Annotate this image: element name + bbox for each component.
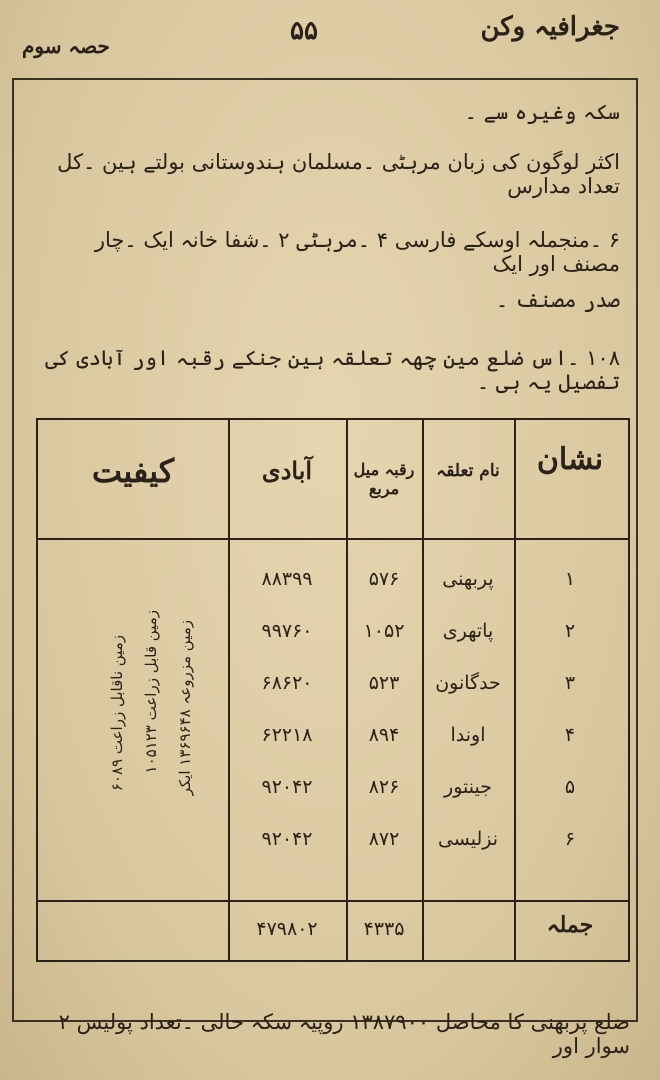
row-taluka: پربھنی xyxy=(442,568,494,590)
total-population: ۴۷۹۸۰۲ xyxy=(256,918,318,940)
row-area: ۱۰۵۲ xyxy=(363,620,405,642)
footer-line: ضلع پربھنی کا محاصل ۱۳۸۷۹۰۰ روپیہ سکہ حالی ۔تعداد پولیس ۲ سوار اور xyxy=(58,1010,630,1058)
row-mark: ۲ xyxy=(564,620,576,642)
page-number: ۵۵ xyxy=(290,16,318,46)
row-area: ۸۷۲ xyxy=(368,828,400,850)
row-population: ۸۸۳۹۹ xyxy=(261,568,313,590)
row-population: ۶۲۲۱۸ xyxy=(261,724,313,746)
row-taluka: پاتھری xyxy=(442,620,494,642)
row-population: ۹۲۰۴۲ xyxy=(261,828,313,850)
row-mark: ۵ xyxy=(564,776,576,798)
row-taluka: حدگانون xyxy=(435,672,501,694)
row-population: ۹۲۰۴۲ xyxy=(261,776,313,798)
body-line-2: اکثر لوگون کی زبان مرہٹی ۔مسلمان ہندوستانی بولتے ہین ۔کل تعداد مدارس xyxy=(57,150,620,198)
row-taluka: نزلیسی xyxy=(437,828,499,850)
part-label: حصہ سوم xyxy=(22,34,110,58)
row-mark: ۴ xyxy=(564,724,576,746)
header-area: رقبہ میل مربع xyxy=(353,460,415,498)
row-taluka: جینتور xyxy=(444,776,492,798)
header-remarks: کیفیت xyxy=(91,452,175,490)
remark-cultivated: زمین مزروعہ ۱۳۶۹۶۴۸ ایکر xyxy=(176,620,194,796)
row-population: ۹۹۷۶۰ xyxy=(261,620,313,642)
taluka-table xyxy=(36,418,630,962)
book-title: جغرافیہ وکن xyxy=(480,12,620,42)
header-divider xyxy=(38,538,628,540)
row-population: ۶۸۶۲۰ xyxy=(261,672,313,694)
row-area: ۸۹۴ xyxy=(368,724,400,746)
body-line-1: سکہ وغیرہ سے ۔ xyxy=(464,100,620,124)
row-taluka: اوندا xyxy=(450,724,486,746)
body-line-5: ۱۰۸ ۔اس ضلع مین چھہ تعلقہ ہین جنکے رقبہ اور آبادی کی تفصیل یہ ہی ۔ xyxy=(45,346,620,394)
total-divider xyxy=(38,900,628,902)
header-taluka: نام تعلقہ xyxy=(436,461,500,481)
row-area: ۵۷۶ xyxy=(368,568,400,590)
row-area: ۸۲۶ xyxy=(368,776,400,798)
body-line-4: صدر مصنف ۔ xyxy=(495,288,620,312)
row-mark: ۳ xyxy=(564,672,576,694)
row-mark: ۱ xyxy=(564,568,576,590)
row-area: ۵۲۳ xyxy=(368,672,400,694)
total-label: جملہ xyxy=(546,912,594,938)
header-mark: نشان xyxy=(536,442,604,477)
total-area: ۴۳۳۵ xyxy=(363,918,405,940)
remark-cultivable: زمین قابل زراعت ۱۰۵۱۲۳ xyxy=(142,610,160,774)
body-line-3: ۶ ۔منجملہ اوسکے فارسی ۴ ۔مرہٹی ۲ ۔شفا خانہ ایک ۔چار مصنف اور ایک xyxy=(94,228,620,276)
row-mark: ۶ xyxy=(564,828,576,850)
header-population: آبادی xyxy=(261,456,313,485)
remark-uncultivable: زمین ناقابل زراعت ۶۰۸۹ xyxy=(108,635,126,792)
